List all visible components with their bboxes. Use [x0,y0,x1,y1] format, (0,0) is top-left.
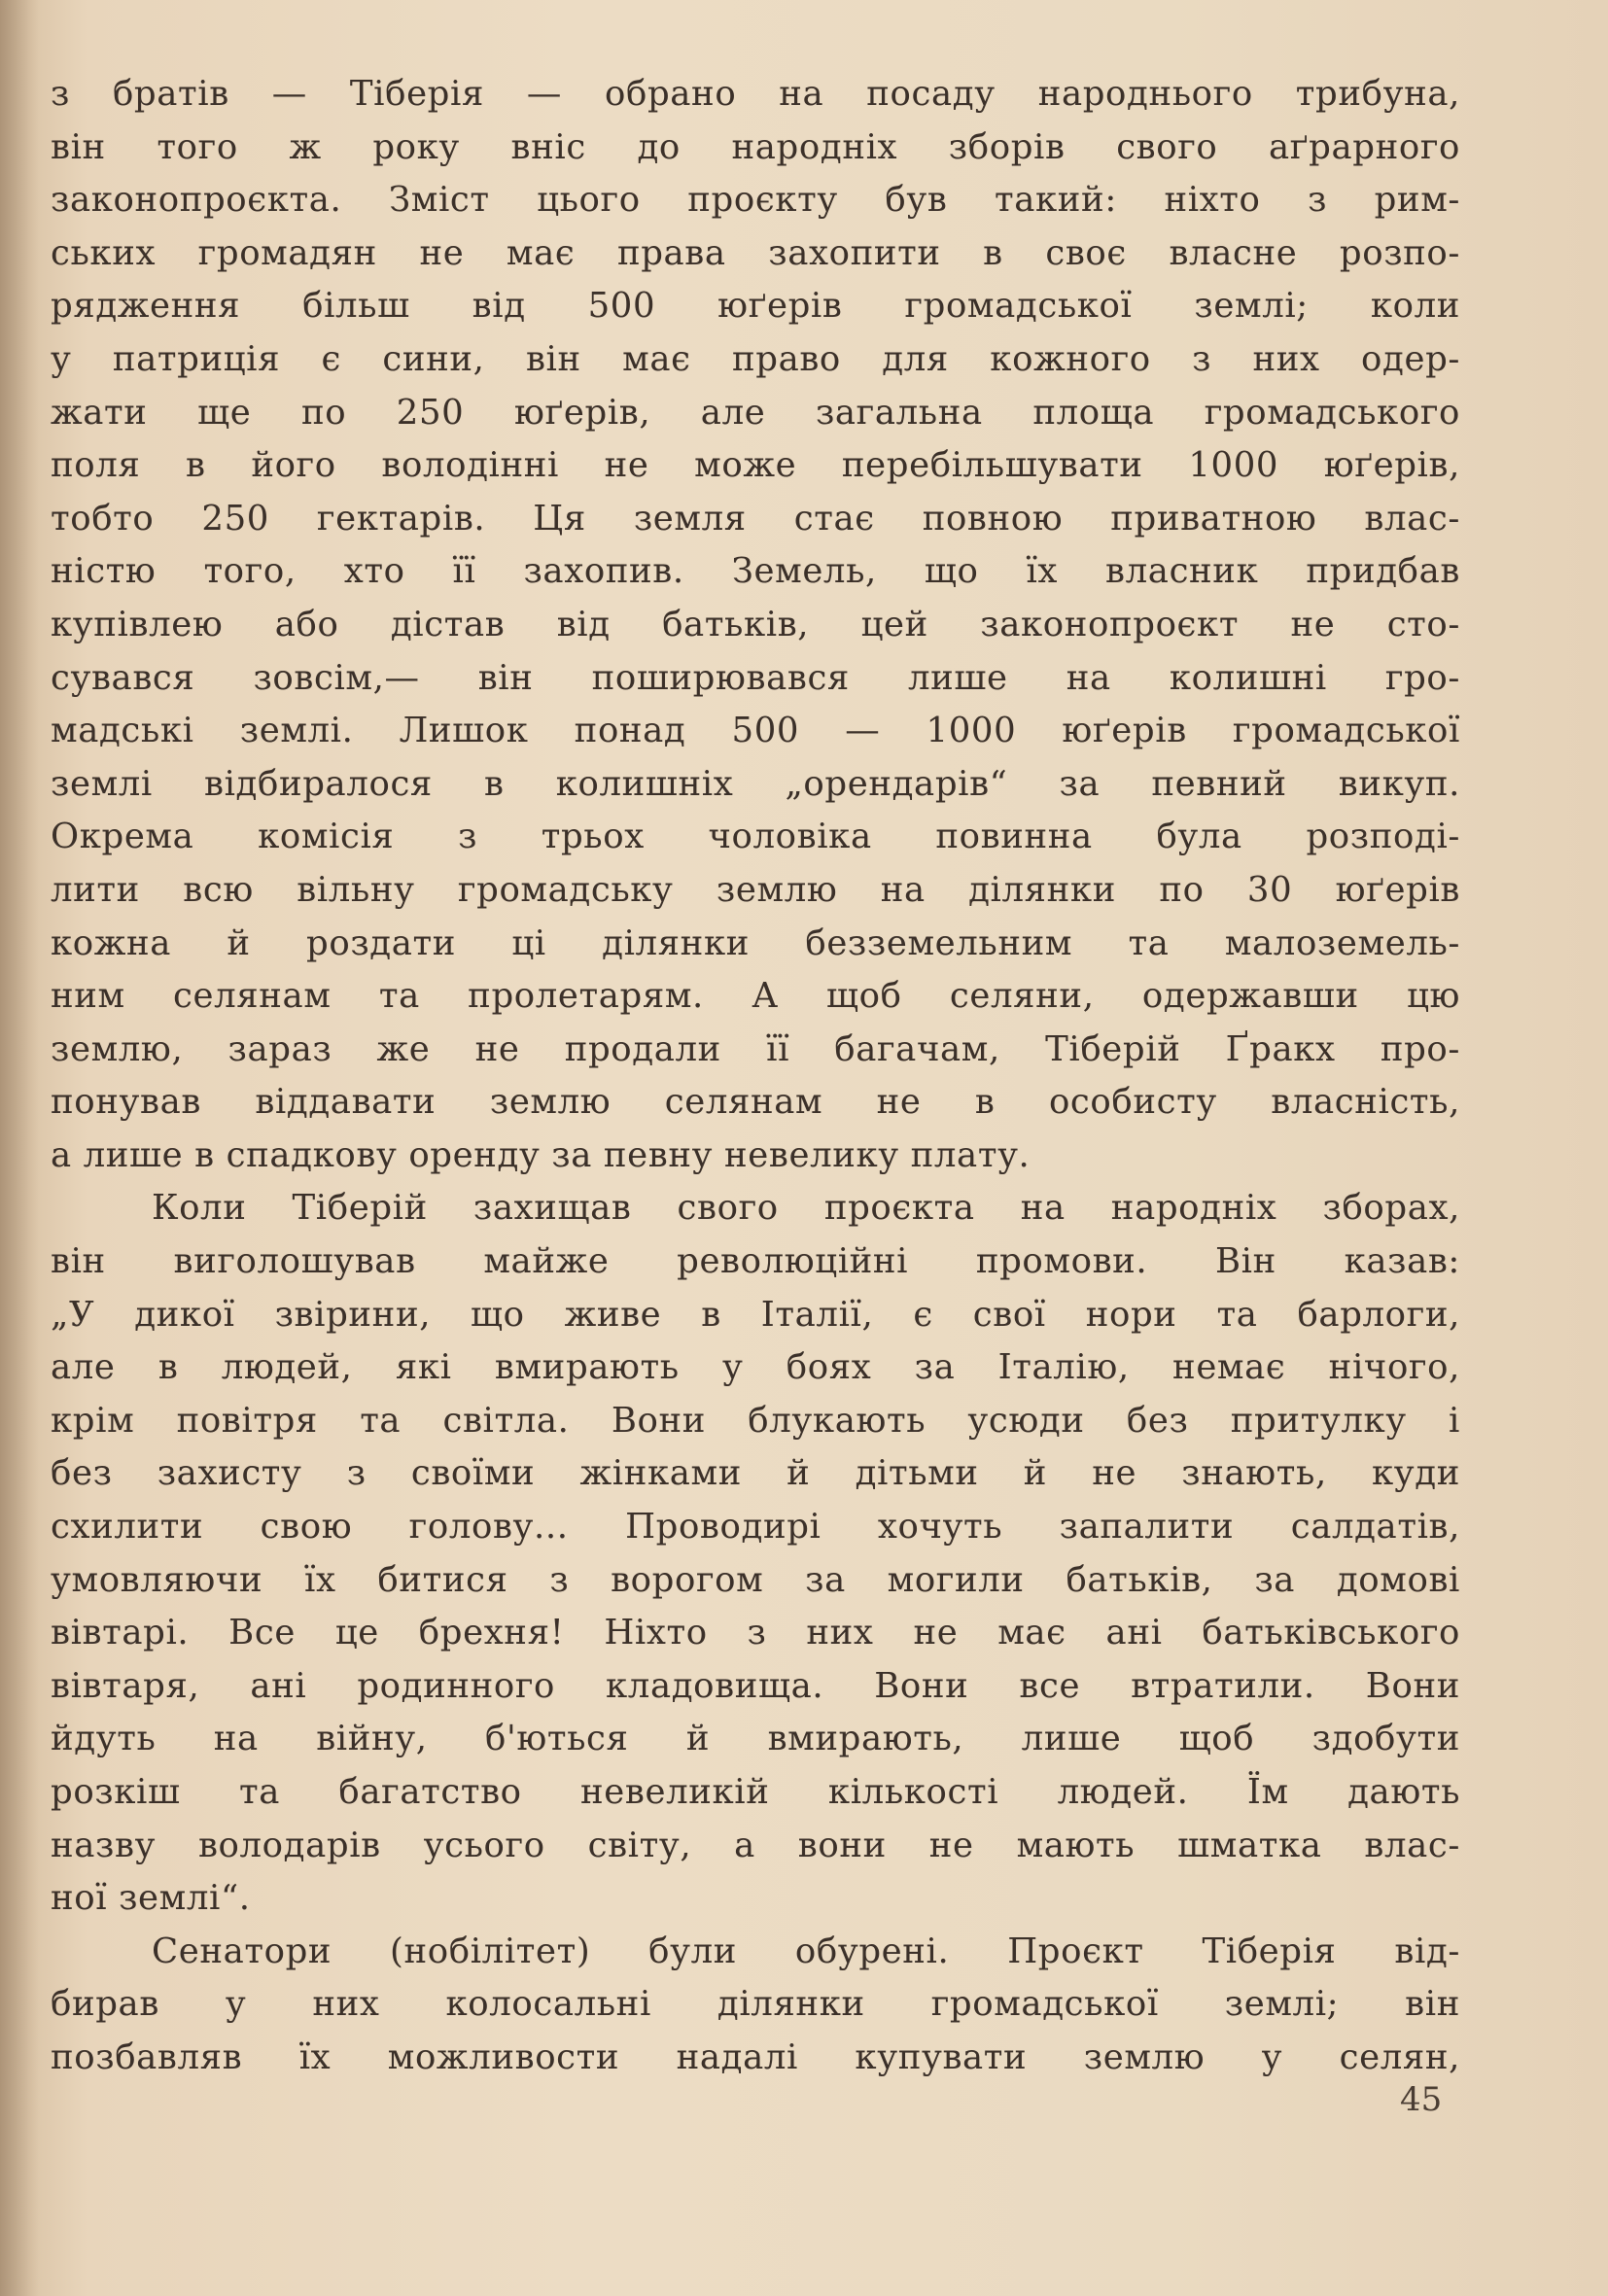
text-line: землі відбиралося в колишніх „орендарів“ за певний викуп. [51,763,1460,804]
text-line: тобто 250 гектарів. Ця земля стає повною приватною влас- [51,498,1460,539]
text-line-paragraph-end: а лише в спадкову оренду за певну невелику плату. [51,1134,1031,1175]
text-line-paragraph-start: Сенатори (нобілітет) були обурені. Проєкт Тіберія від- [152,1931,1460,1971]
text-line: назву володарів усього світу, а вони не мають шматка влас- [51,1825,1460,1865]
text-line: він виголошував майже революційні промови. Він казав: [51,1241,1460,1282]
text-line: купівлею або дістав від батьків, цей законопроєкт не сто- [51,604,1460,644]
text-line: понував віддавати землю селянам не в особисту власність, [51,1082,1460,1123]
text-line: „У дикої звірини, що живе в Італії, є свої нори та барлоги, [51,1294,1460,1335]
text-line-paragraph-start: Коли Тіберій захищав свого проєкта на народніх зборах, [152,1188,1460,1229]
text-line: кожна й роздати ці ділянки безземельним та малоземель- [51,922,1460,963]
text-line: вівтаря, ані родинного кладовища. Вони все втратили. Вони [51,1665,1460,1706]
body-text [51,68,1460,2085]
page-spine-shadow [0,0,39,2296]
text-line: з братів — Тіберія — обрано на посаду народнього трибуна, [51,74,1460,114]
text-line: розкіш та багатство невеликій кількості людей. Їм дають [51,1772,1460,1812]
text-line: сувався зовсім,— він поширювався лише на колишні гро- [51,657,1460,698]
text-line: позбавляв їх можливости надалі купувати землю у селян, [51,2036,1460,2077]
text-line: законопроєкта. Зміст цього проєкту був такий: ніхто з рим- [51,180,1460,221]
text-line-paragraph-end: ної землі“. [51,1878,251,1919]
text-line: жати ще по 250 юґерів, але загальна площа громадського [51,392,1460,433]
text-line: йдуть на війну, б'ються й вмирають, лише щоб здобути [51,1719,1460,1759]
text-line: умовляючи їх битися з ворогом за могили батьків, за домові [51,1559,1460,1600]
text-line: у патриція є сини, він має право для кожного з них одер- [51,338,1460,379]
text-line: вівтарі. Все це брехня! Ніхто з них не має ані батьківського [51,1613,1460,1653]
text-line: землю, зараз же не продали її багачам, Тіберій Ґракх про- [51,1028,1460,1069]
text-line: він того ж року вніс до народніх зборів свого аґрарного [51,126,1460,167]
text-line: ських громадян не має права захопити в своє власне розпо- [51,232,1460,273]
text-line: ним селянам та пролетарям. А щоб селяни, одержавши цю [51,976,1460,1017]
text-line: мадські землі. Лишок понад 500 — 1000 юґерів громадської [51,711,1460,751]
text-line: поля в його володінні не може перебільшувати 1000 юґерів, [51,445,1460,486]
page-number: 45 [1400,2080,1443,2119]
text-line: схилити свою голову... Проводирі хочуть запалити салдатів, [51,1507,1460,1548]
text-line: бирав у них колосальні ділянки громадської землі; він [51,1984,1460,2025]
text-line: без захисту з своїми жінками й дітьми й не знають, куди [51,1453,1460,1494]
text-line: Окрема комісія з трьох чоловіка повинна була розподі- [51,817,1460,857]
text-line: але в людей, які вмирають у боях за Італію, немає нічого, [51,1347,1460,1388]
text-line: лити всю вільну громадську землю на ділянки по 30 юґерів [51,869,1460,910]
text-line: крім повітря та світла. Вони блукають усюди без притулку і [51,1400,1460,1441]
text-line: ністю того, хто її захопив. Земель, що їх власник придбав [51,551,1460,592]
text-line: рядження більш від 500 юґерів громадської землі; коли [51,286,1460,327]
